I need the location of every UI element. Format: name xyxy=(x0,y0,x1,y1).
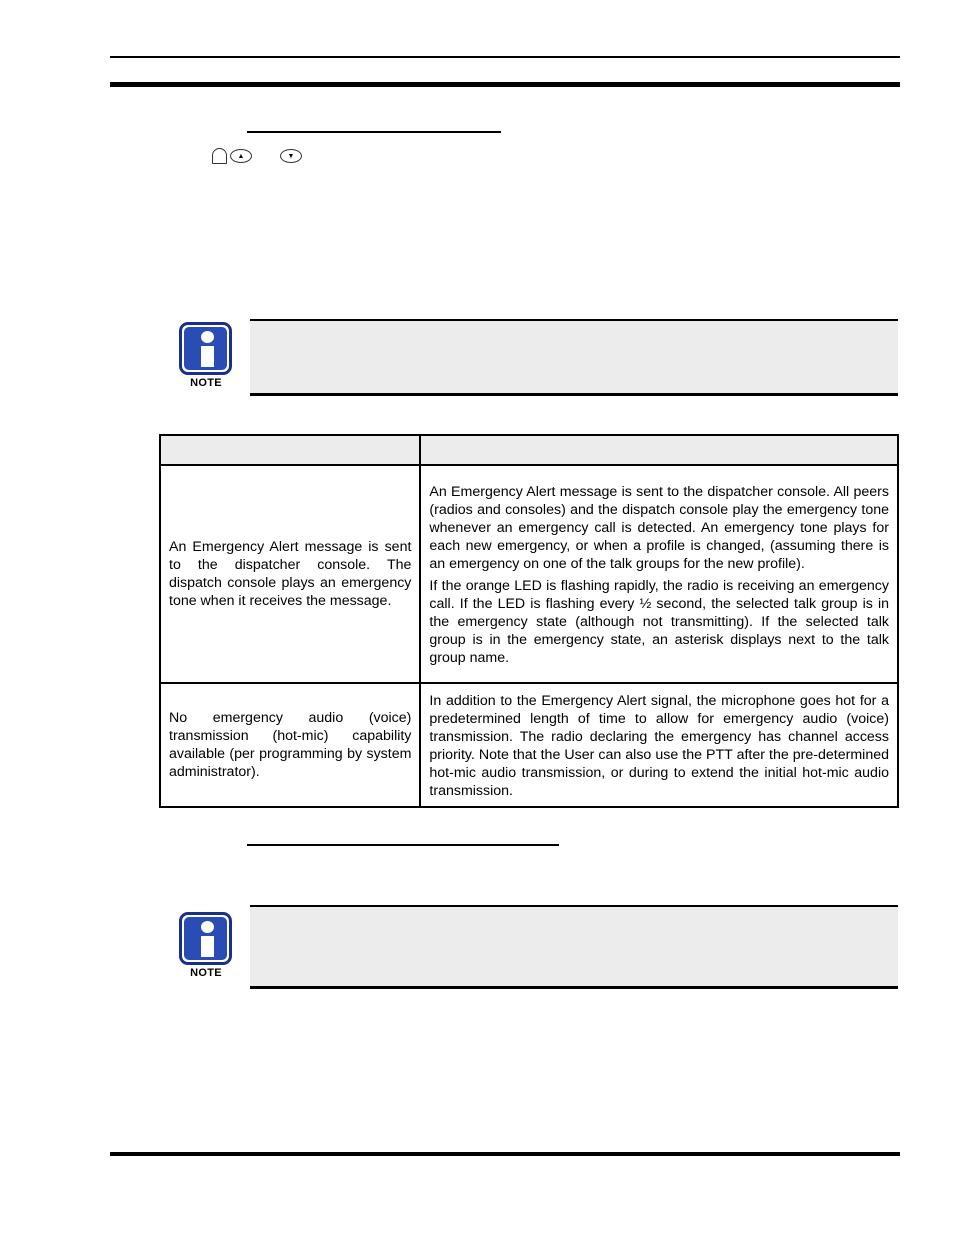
note-label: NOTE xyxy=(190,377,222,389)
note-badge xyxy=(179,322,232,375)
table-cell xyxy=(160,465,420,683)
table-cell xyxy=(160,683,420,807)
note-info-icon xyxy=(178,912,234,984)
header-thick-rule xyxy=(110,82,900,87)
footer-rule xyxy=(110,1152,900,1156)
table-row xyxy=(160,465,898,683)
table-cell xyxy=(420,465,898,683)
note-badge xyxy=(179,912,232,965)
cell-paragraph: If the orange LED is flashing rapidly, the radio is receiving an emergency call. If the LED is flashing every ½ second, the selected talk group is in the emergency state (although not transmitting). If the selected talk group is in the emergency state, an asterisk displays next to the talk group name. xyxy=(429,578,889,666)
table-header-cell xyxy=(160,435,420,465)
up-arrow-key-icon xyxy=(230,149,252,163)
table-header-cell xyxy=(420,435,898,465)
note-box xyxy=(250,905,898,989)
table-cell xyxy=(420,683,898,807)
cell-paragraph: An Emergency Alert message is sent to the dispatcher console. All peers (radios and consoles) and the dispatch console play the emergency tone whenever an emergency call is detected. An emergency tone plays for each new emergency, or when a profile is changed, (assuming there is an emergency on one of the talk groups for the new profile). xyxy=(429,484,889,572)
down-arrow-key-icon xyxy=(280,149,302,163)
note-label: NOTE xyxy=(190,967,222,979)
key-icons-row xyxy=(212,147,302,165)
table-header-row xyxy=(160,435,898,465)
cell-text: No emergency audio (voice) transmission (hot-mic) capability available (per programming by system administrator). xyxy=(169,710,412,780)
emergency-comparison-table xyxy=(159,434,899,808)
cell-paragraph: In addition to the Emergency Alert signal, the microphone goes hot for a predetermined length of time to allow for emergency audio (voice) transmission. The radio declaring the emergency has channel access priority. Note that the User can also use the PTT after the pre-determined hot-mic audio transmission, or during to extend the initial hot-mic audio transmission. xyxy=(429,693,889,799)
down-arrow-glyph: ▼ xyxy=(287,152,295,160)
section-heading-underline xyxy=(247,844,559,846)
up-arrow-glyph: ▲ xyxy=(237,152,245,160)
home-key-icon xyxy=(212,148,227,164)
table-row xyxy=(160,683,898,807)
cell-text: An Emergency Alert message is sent to the dispatcher console. The dispatch console plays an emergency tone when it receives the message. xyxy=(169,539,412,609)
note-box xyxy=(250,319,898,396)
section-heading-underline xyxy=(247,131,501,133)
header-thin-rule xyxy=(110,56,900,58)
note-info-icon xyxy=(178,322,234,394)
